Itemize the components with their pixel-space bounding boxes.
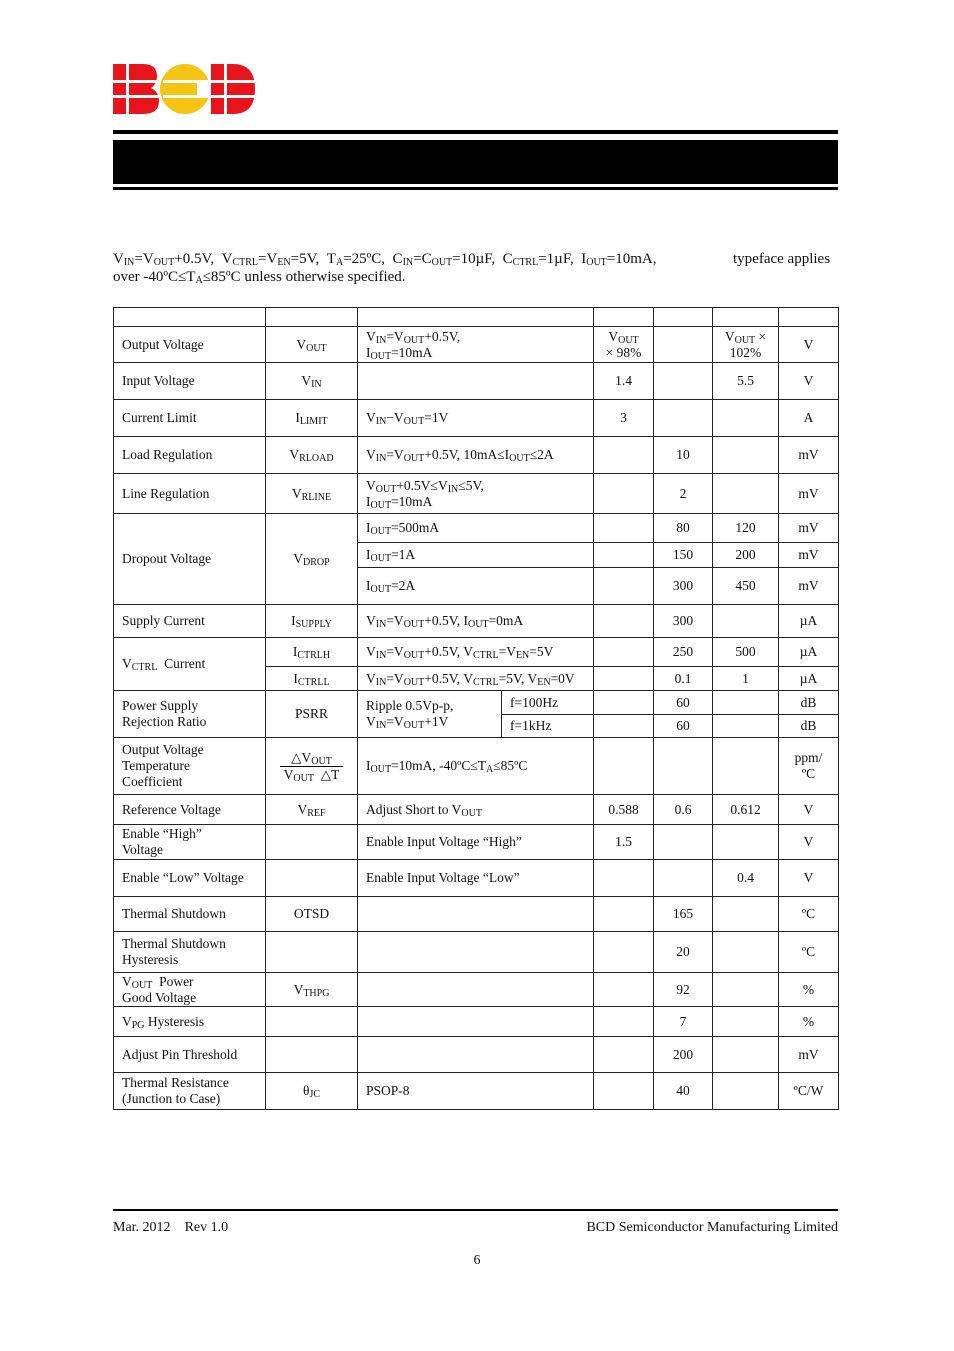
footer-date: Mar. 2012 [113, 1220, 171, 1235]
logo-letter-c [160, 64, 211, 114]
footer-rule [113, 1209, 838, 1211]
page-number: 6 [473, 1253, 481, 1268]
table-row: $I_{OUT}=1A$ 150 200 mV [114, 543, 839, 568]
footer-rev: Rev 1.0 [184, 1220, 229, 1235]
header-rule-bottom [113, 187, 838, 190]
tempco-fraction: $\frac{\triangle V_{OUT}}{V_{OUT} \triangle T}$ [280, 750, 344, 783]
table-row: Load Regulation $V_{RLOAD}$ $V_{IN}=V_{OUT}+0.5V$, $10mA\le I_{OUT}\le 2A$ 10 mV [114, 437, 839, 474]
table-row: Thermal Shutdown OTSD 165 ºC [114, 897, 839, 932]
table-row: $I_{OUT}=2A$ 300 450 mV [114, 568, 839, 605]
electrical-characteristics-table [113, 307, 839, 1110]
table-row: $V_{PG}$ Hysteresis 7 % [114, 1007, 839, 1037]
table-row: Enable “High” Voltage Enable Input Voltage “High” 1.5 V [114, 825, 839, 860]
table-row: Current Limit $I_{LIMIT}$ $V_{IN}-V_{OUT}=1V$ 3 A [114, 400, 839, 437]
header-rule [113, 130, 838, 134]
table-row: Output Voltage Temperature Coefficient $\frac{\triangle V_{OUT}}{V_{OUT} \triangle T}$ $I_{OUT}=10mA$, $-40ºC\le T_A\le 85ºC$ ppm/ ºC [114, 738, 839, 795]
table-row: $V_{OUT}$ Power Good Voltage $V_{THPG}$ 92 % [114, 973, 839, 1007]
footer-date-rev [113, 1220, 228, 1236]
table-row: $I_{CTRLL}$ $V_{IN}=V_{OUT}+0.5V$, $V_{CTRL}=5V$, $V_{EN}=0V$ 0.1 1 µA [114, 667, 839, 691]
table-row: Supply Current $I_{SUPPLY}$ $V_{IN}=V_{OUT}+0.5V$, $I_{OUT}=0mA$ 300 µA [114, 605, 839, 638]
table-row: f=1kHz 60 dB [114, 715, 839, 738]
table-row: Reference Voltage $V_{REF}$ Adjust Short to $V_{OUT}$ 0.588 0.6 0.612 V [114, 795, 839, 825]
table-row: Thermal Shutdown Hysteresis 20 ºC [114, 932, 839, 973]
footer-company: BCD Semiconductor Manufacturing Limited [586, 1220, 838, 1235]
table-row: Adjust Pin Threshold 200 mV [114, 1037, 839, 1073]
table-row: Dropout Voltage $V_{DROP}$ $I_{OUT}=500mA$ 80 120 mV [114, 514, 839, 543]
table-row: $V_{CTRL}$ Current $I_{CTRLH}$ $V_{IN}=V_{OUT}+0.5V$, $V_{CTRL}=V_{EN}=5V$ 250 500 µA [114, 638, 839, 667]
title-band [113, 140, 838, 184]
test-conditions: $V_{IN}=V_{OUT}+0.5V$, $V_{CTRL}=V_{EN}=5V$, $T_A=25ºC$, $C_{IN}=C_{OUT}=10\mu F$, $C_{CTRL}=1\mu F$, $I_{OUT}=10mA$, over $-40ºC\le T_A\le 85ºC$ unless otherwise specified. typeface applies [113, 251, 831, 286]
typeface-note: typeface applies [733, 251, 831, 267]
table-row: Output Voltage $V_{OUT}$ $V_{IN}=V_{OUT}+0.5V$, $I_{OUT}=10mA$ $V_{OUT}$ × 98% $V_{OUT}$ × 102% V [114, 327, 839, 363]
bcd-logo [113, 64, 255, 114]
table-row: Enable “Low” Voltage Enable Input Voltage “Low” 0.4 V [114, 860, 839, 897]
table-row: Line Regulation $V_{RLINE}$ $V_{OUT}+0.5V\le V_{IN}\le 5V$, $I_{OUT}=10mA$ 2 mV [114, 474, 839, 514]
table-header-row [114, 308, 839, 327]
logo-letter-d [211, 64, 255, 114]
table-row: Thermal Resistance (Junction to Case) $\theta_{JC}$ PSOP-8 40 ºC/W [114, 1073, 839, 1110]
table-row: Input Voltage $V_{IN}$ 1.4 5.5 V [114, 363, 839, 400]
logo-letter-b [113, 64, 159, 114]
table-row: Power Supply Rejection Ratio PSRR Ripple 0.5Vp-p, $V_{IN}=V_{OUT}+1V$ f=100Hz 60 dB [114, 691, 839, 715]
